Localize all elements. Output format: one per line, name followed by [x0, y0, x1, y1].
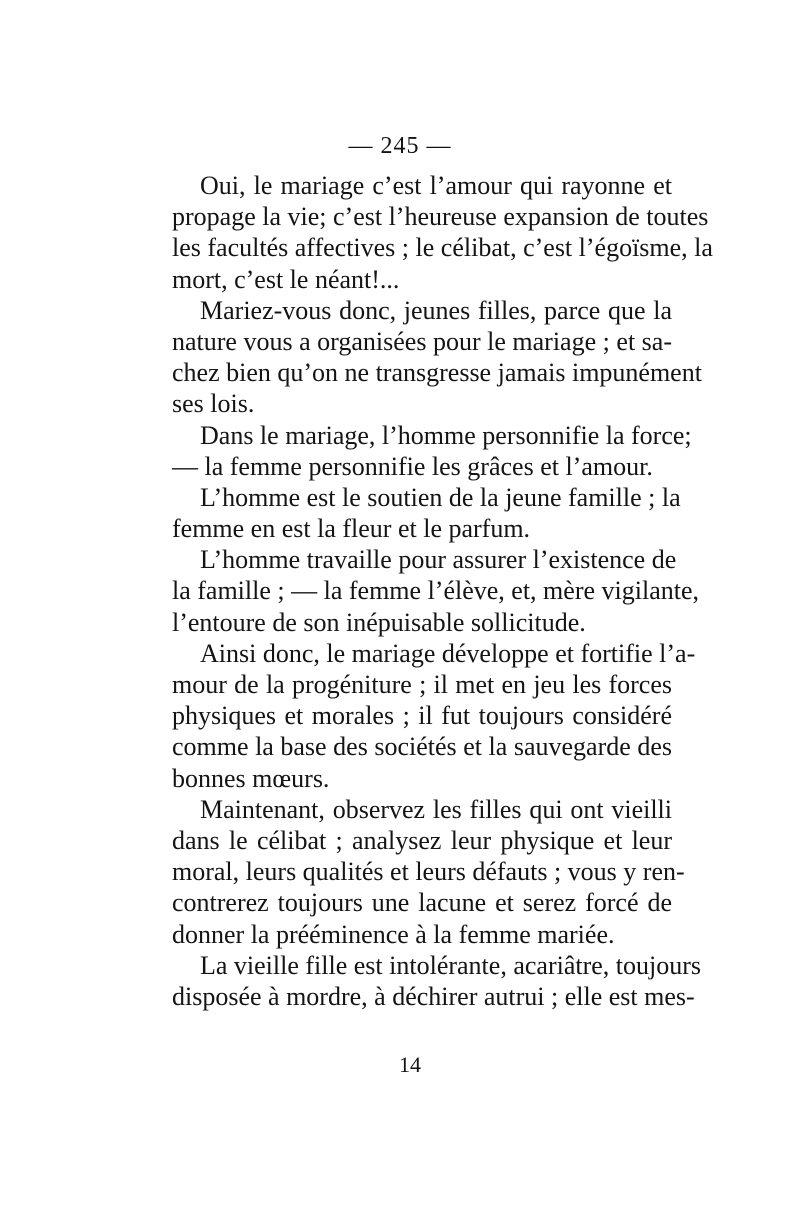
page-number-header: — 245 —: [348, 133, 452, 159]
text-line: Mariez-vous donc, jeunes filles, parce que la: [200, 295, 672, 325]
text-line: — la femme personnifie les grâces et l’amour.: [172, 451, 653, 481]
text-line: mour de la progéniture ; il met en jeu les forces: [172, 670, 672, 699]
text-line: La vieille fille est intolérante, acariâtre, toujours: [200, 950, 702, 980]
text-line: chez bien qu’on ne transgresse jamais impunément: [172, 358, 702, 388]
text-line: Maintenant, observez les filles qui ont vieilli: [200, 794, 672, 824]
body-text: [172, 170, 713, 1012]
text-line: contrerez toujours une lacune et serez forcé de: [172, 888, 672, 918]
text-line: ses lois.: [172, 389, 255, 419]
text-line: moral, leurs qualités et leurs défauts ; vous y ren-: [172, 857, 685, 887]
text-line: disposée à mordre, à déchirer autrui ; elle est mes-: [172, 981, 695, 1011]
text-line: physiques et morales ; il fut toujours considéré: [172, 701, 672, 731]
text-line: donner la prééminence à la femme mariée.: [172, 919, 615, 949]
text-line: Dans le mariage, l’homme personnifie la force;: [200, 420, 692, 450]
text-line: nature vous a organisées pour le mariage ; et sa-: [172, 326, 672, 356]
signature-mark: 14: [399, 1052, 421, 1077]
text-line: propage la vie; c’est l’heureuse expansion de toutes: [172, 202, 709, 232]
text-line: les facultés affectives ; le célibat, c’est l’égoïsme, la: [172, 233, 713, 263]
text-line: comme la base des sociétés et la sauvegarde des: [172, 732, 672, 762]
text-line: dans le célibat ; analysez leur physique et leur: [172, 825, 672, 855]
text-line: l’entoure de son inépuisable sollicitude.: [172, 607, 586, 637]
text-line: la famille ; — la femme l’élève, et, mère vigilante,: [172, 576, 699, 606]
text-line: L’homme travaille pour assurer l’existence de: [200, 545, 677, 575]
text-line: bonnes mœurs.: [172, 763, 330, 793]
text-line: L’homme est le soutien de la jeune famille ; la: [200, 482, 681, 512]
text-line: Oui, le mariage c’est l’amour qui rayonne et: [200, 171, 672, 200]
text-line: femme en est la fleur et le parfum.: [172, 514, 531, 544]
text-line: mort, c’est le néant!...: [172, 264, 400, 294]
text-line: Ainsi donc, le mariage développe et fortifie l’a-: [200, 638, 696, 668]
